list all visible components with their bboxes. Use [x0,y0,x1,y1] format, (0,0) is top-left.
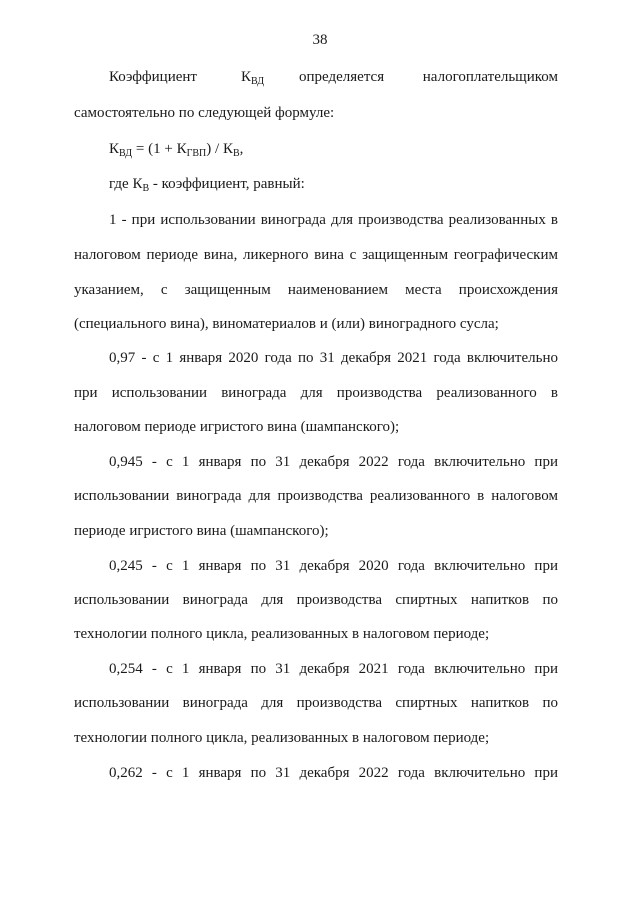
page-number: 38 [312,32,328,48]
para3-line-3: периоде игристого вина (шампанского); [74,523,329,539]
para5-line-2: использовании винограда для производства спиртных напитков по [74,695,558,711]
intro-word-taxpayer: налогоплательщиком [422,69,558,85]
where-line: где $К_В$ - коэффициент, равный: [109,176,305,194]
para1-line-1: 1 - при использовании винограда для производства реализованных в [109,212,558,228]
intro-word-determined: определяется [299,69,385,85]
para4-line-3: технологии полного цикла, реализованных в налоговом периоде; [74,626,490,642]
intro-word-coefficient: Коэффициент [109,69,197,85]
para3-line-1: 0,945 - с 1 января по 31 декабря 2022 года включительно при [109,454,558,470]
symbol-k-vd [241,67,264,87]
symbol-k: К [241,69,252,85]
para5-line-3: технологии полного цикла, реализованных в налоговом периоде; [74,730,490,746]
subscript-vd: ВД [251,76,265,87]
para1-line-3: указанием, с защищенным наименованием места происхождения [74,282,558,298]
para2-line-3: налоговом периоде игристого вина (шампанского); [74,419,400,435]
para5-line-1: 0,254 - с 1 января по 31 декабря 2021 года включительно при [109,661,558,677]
formula-line: $К_{ВД} = (1 + К_{ГВП}) / К_В$, [109,141,244,159]
para1-line-4: (специального вина), виноматериалов и (или) виноградного сусла; [74,316,499,332]
para2-line-2: при использовании винограда для производства реализованного в [74,385,558,401]
para3-line-2: использовании винограда для производства реализованного в налоговом [74,488,558,504]
para6-line-1: 0,262 - с 1 января по 31 декабря 2022 года включительно при [109,765,558,781]
para1-line-2: налоговом периоде вина, ликерного вина с защищенным географическим [74,247,558,263]
para2-line-1: 0,97 - с 1 января 2020 года по 31 декабря 2021 года включительно [109,350,558,366]
para4-line-1: 0,245 - с 1 января по 31 декабря 2020 года включительно при [109,558,558,574]
para4-line-2: использовании винограда для производства спиртных напитков по [74,592,558,608]
intro-line-2: самостоятельно по следующей формуле: [74,105,335,121]
